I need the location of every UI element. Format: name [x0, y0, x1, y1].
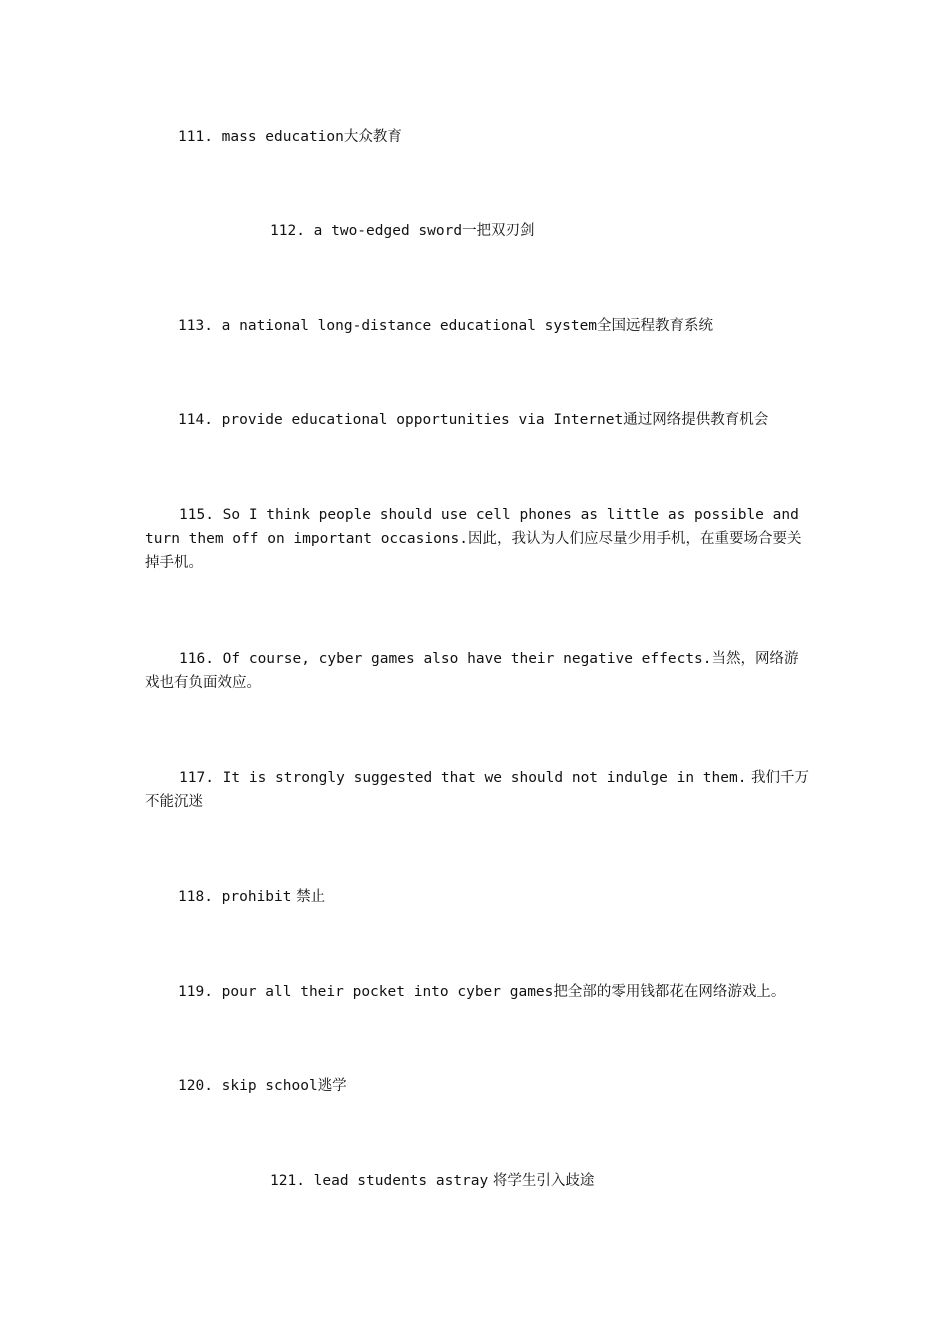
entry-english: provide educational opportunities via Internet — [221, 412, 624, 428]
entry-chinese: 大众教育 — [343, 129, 402, 145]
entry-112 — [270, 219, 535, 243]
entry-chinese: 通过网络提供教育机会 — [623, 412, 769, 428]
entry-chinese: 当然，网络游戏也有负面效应。 — [145, 651, 799, 691]
entry-117 — [145, 766, 810, 814]
entry-english: So I think people should use cell phones as little as possible and turn them off on important occasions. — [145, 507, 808, 547]
entry-116 — [145, 647, 810, 695]
entry-chinese: 将学生引入歧途 — [488, 1173, 595, 1189]
entry-english: It is strongly suggested that we should not indulge in them. — [222, 770, 747, 786]
entry-english: Of course, cyber games also have their negative effects. — [222, 651, 712, 667]
entry-115 — [145, 503, 810, 575]
entry-121 — [270, 1169, 594, 1193]
entry-number: 114. — [178, 412, 213, 428]
entry-english: skip school — [221, 1078, 318, 1094]
entry-number: 120. — [178, 1078, 213, 1094]
entry-chinese: 我们千万不能沉迷 — [145, 770, 810, 810]
entry-120 — [178, 1074, 347, 1098]
entry-english: lead students astray — [313, 1173, 489, 1189]
entry-118 — [178, 885, 325, 909]
entry-english: a national long-distance educational system — [221, 318, 598, 334]
entry-119 — [178, 980, 785, 1004]
entry-number: 119. — [178, 984, 213, 1000]
entry-chinese: 逃学 — [317, 1078, 347, 1094]
entry-number: 121. — [270, 1173, 305, 1189]
entry-english: a two-edged sword — [313, 223, 463, 239]
entry-114 — [178, 408, 768, 432]
entry-113 — [178, 314, 713, 338]
entry-chinese: 把全部的零用钱都花在网络游戏上。 — [553, 984, 786, 1000]
entry-chinese: 全国远程教育系统 — [597, 318, 714, 334]
entry-chinese: 一把双刃剑 — [462, 223, 535, 239]
entry-number: 113. — [178, 318, 213, 334]
entry-chinese: 因此，我认为人们应尽量少用手机，在重要场合要关掉手机。 — [145, 531, 802, 571]
entry-english: mass education — [221, 129, 344, 145]
entry-number: 116. — [179, 651, 214, 667]
entry-number: 117. — [179, 770, 214, 786]
entry-number: 112. — [270, 223, 305, 239]
entry-english: pour all their pocket into cyber games — [221, 984, 554, 1000]
entry-number: 118. — [178, 889, 213, 905]
entry-number: 111. — [178, 129, 213, 145]
entry-english: prohibit — [221, 889, 292, 905]
entry-111 — [178, 125, 402, 149]
entry-chinese: 禁止 — [291, 889, 326, 905]
entry-number: 115. — [179, 507, 214, 523]
